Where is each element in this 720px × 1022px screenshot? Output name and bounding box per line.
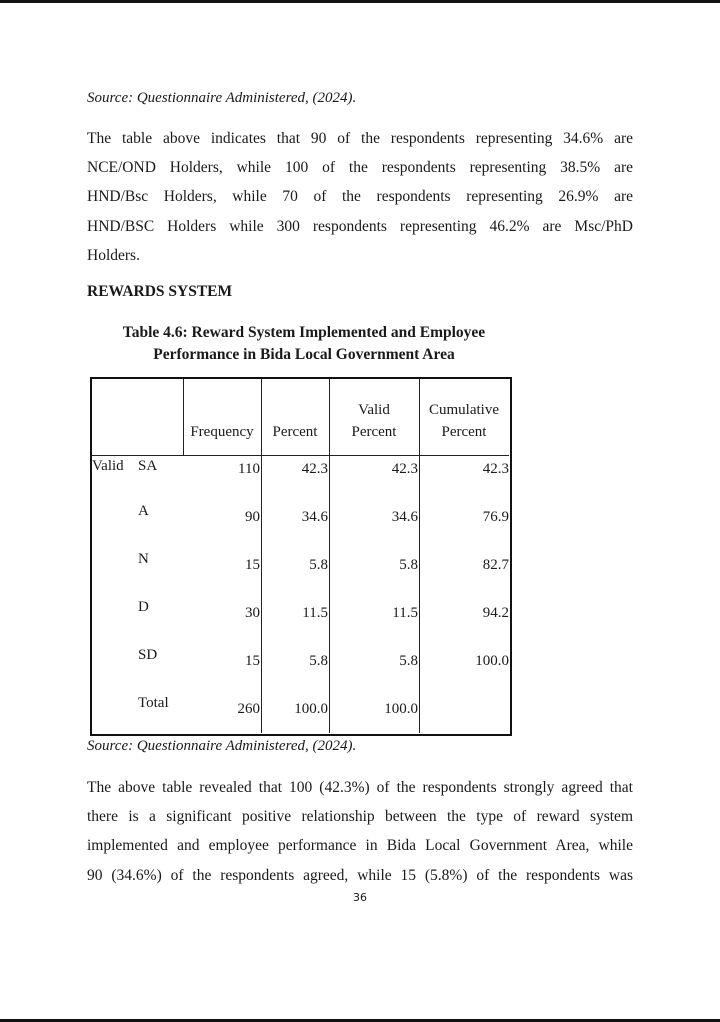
text-line: Holders.: [87, 246, 140, 264]
cell-cumulative-percent: 82.7: [482, 557, 509, 573]
source-note-bottom: Source: Questionnaire Administered, (2024).: [87, 738, 357, 754]
cell-percent: 34.6: [301, 509, 328, 525]
cell-frequency: 30: [245, 605, 260, 621]
header-percent: Percent: [272, 424, 318, 440]
paragraph-findings: [87, 773, 633, 890]
cell-percent: 100.0: [294, 701, 328, 717]
cell-cumulative-percent: 94.2: [482, 605, 509, 621]
paragraph-education: [87, 124, 633, 270]
cell-percent: 42.3: [301, 461, 328, 477]
header-valid-percent: Valid: [358, 402, 390, 418]
text-line: 90 (34.6%) of the respondents agreed, while 15 (5.8%) of the respondents was: [87, 866, 633, 884]
caption-line: Performance in Bida Local Government Area: [153, 346, 455, 363]
cell-percent: 5.8: [309, 653, 328, 669]
header-cumulative-percent: Percent: [441, 424, 487, 440]
cell-valid-percent: 5.8: [399, 653, 418, 669]
cell-cumulative-percent: 76.9: [482, 509, 509, 525]
text-line: NCE/OND Holders, while 100 of the respondents representing 38.5% are: [87, 159, 633, 177]
reward-system-table: [90, 377, 512, 736]
header-cumulative-percent: Cumulative: [429, 402, 499, 418]
valid-label: Valid: [92, 458, 124, 474]
cell-valid-percent: 34.6: [391, 509, 418, 525]
caption-line: Table 4.6: Reward System Implemented and Employee: [122, 324, 486, 341]
text-line: there is a significant positive relationship between the type of reward system: [87, 808, 633, 826]
row-label: SD: [138, 647, 158, 663]
section-heading: REWARDS SYSTEM: [87, 283, 233, 300]
text-line: The above table revealed that 100 (42.3%) of the respondents strongly agreed that: [87, 779, 633, 796]
top-border: [0, 0, 720, 3]
cell-frequency: 260: [237, 701, 260, 717]
cell-frequency: 90: [245, 509, 260, 525]
cell-frequency: 110: [238, 461, 260, 477]
row-label: SA: [138, 458, 158, 474]
text-line: The table above indicates that 90 of the respondents representing 34.6% are: [87, 130, 633, 147]
text-line: HND/BSC Holders while 300 respondents representing 46.2% are Msc/PhD: [87, 217, 633, 235]
page-number: 36: [353, 891, 367, 904]
row-label: A: [138, 503, 149, 519]
row-label: N: [138, 551, 149, 567]
cell-valid-percent: 42.3: [391, 461, 418, 477]
cell-frequency: 15: [245, 557, 260, 573]
column-divider: [183, 379, 184, 455]
text-line: implemented and employee performance in Bida Local Government Area, while: [87, 837, 633, 855]
cell-valid-percent: 100.0: [384, 701, 418, 717]
cell-valid-percent: 5.8: [399, 557, 418, 573]
cell-percent: 5.8: [309, 557, 328, 573]
header-frequency: Frequency: [190, 424, 254, 440]
cell-frequency: 15: [245, 653, 260, 669]
cell-percent: 11.5: [302, 605, 328, 621]
source-note-top: Source: Questionnaire Administered, (2024).: [87, 90, 357, 106]
cell-cumulative-percent: 100.0: [475, 653, 509, 669]
cell-valid-percent: 11.5: [392, 605, 418, 621]
cell-cumulative-percent: 42.3: [482, 461, 509, 477]
header-valid-percent: Percent: [351, 424, 397, 440]
text-line: HND/Bsc Holders, while 70 of the respondents representing 26.9% are: [87, 188, 633, 206]
row-label: Total: [138, 695, 169, 711]
table-caption: [90, 322, 518, 366]
row-label: D: [138, 599, 149, 615]
